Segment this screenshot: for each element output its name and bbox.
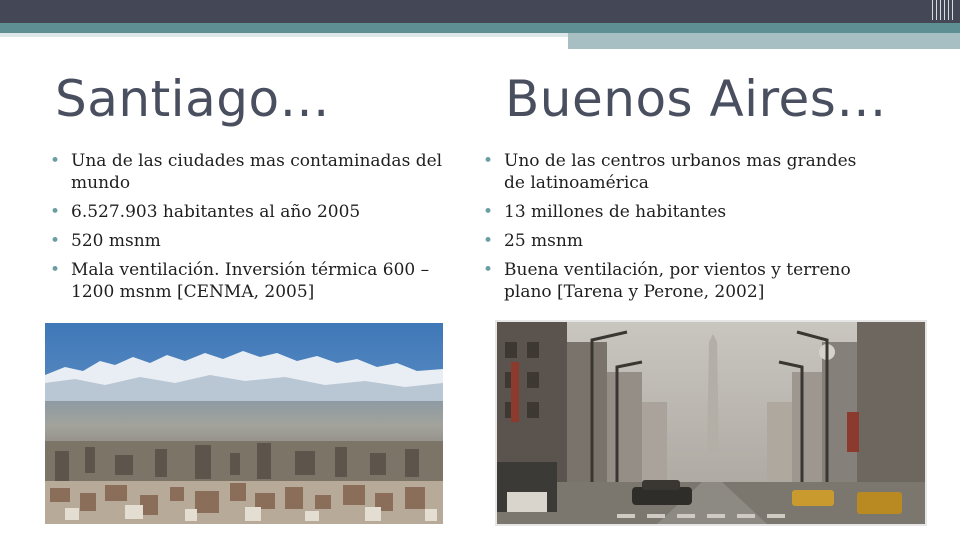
santiago-photo-illustration [45,323,443,524]
header-band-light-right [568,33,960,49]
bullet-icon: • [50,202,61,222]
header-band-teal [0,23,960,33]
buenos-aires-fog-photo [497,322,925,524]
list-item [479,201,879,223]
bullet-text: 520 msnm [71,231,161,251]
list-item [46,201,446,223]
title-santiago: Santiago… [55,70,331,128]
bullet-icon: • [483,231,494,251]
bullet-icon: • [50,151,61,171]
santiago-smog-photo [45,323,443,524]
buenos-aires-bullet-list [479,150,879,310]
bullet-icon: • [483,202,494,222]
list-item [46,230,446,252]
header-decorative-lines [930,0,960,20]
bullet-text: 6.527.903 habitantes al año 2005 [71,202,361,222]
bullet-icon: • [483,260,494,280]
header-band-light [0,33,568,37]
title-buenos-aires: Buenos Aires… [505,70,887,128]
santiago-bullet-list [46,150,446,310]
list-item [479,150,879,194]
list-item [46,150,446,194]
bullet-text: 25 msnm [504,231,583,251]
bullet-icon: • [50,231,61,251]
bullet-text: Mala ventilación. Inversión térmica 600 – 1200 msnm [CENMA, 2005] [71,260,430,302]
list-item [46,259,446,303]
buenos-aires-photo-illustration [497,322,925,524]
list-item [479,259,879,303]
list-item [479,230,879,252]
bullet-text: Uno de las centros urbanos mas grandes de latinoamérica [504,151,857,193]
bullet-text: 13 millones de habitantes [504,202,727,222]
bullet-text: Una de las ciudades mas contaminadas del mundo [71,151,443,193]
bullet-text: Buena ventilación, por vientos y terreno plano [Tarena y Perone, 2002] [504,260,851,302]
bullet-icon: • [483,151,494,171]
bullet-icon: • [50,260,61,280]
header-band-dark [0,0,960,23]
